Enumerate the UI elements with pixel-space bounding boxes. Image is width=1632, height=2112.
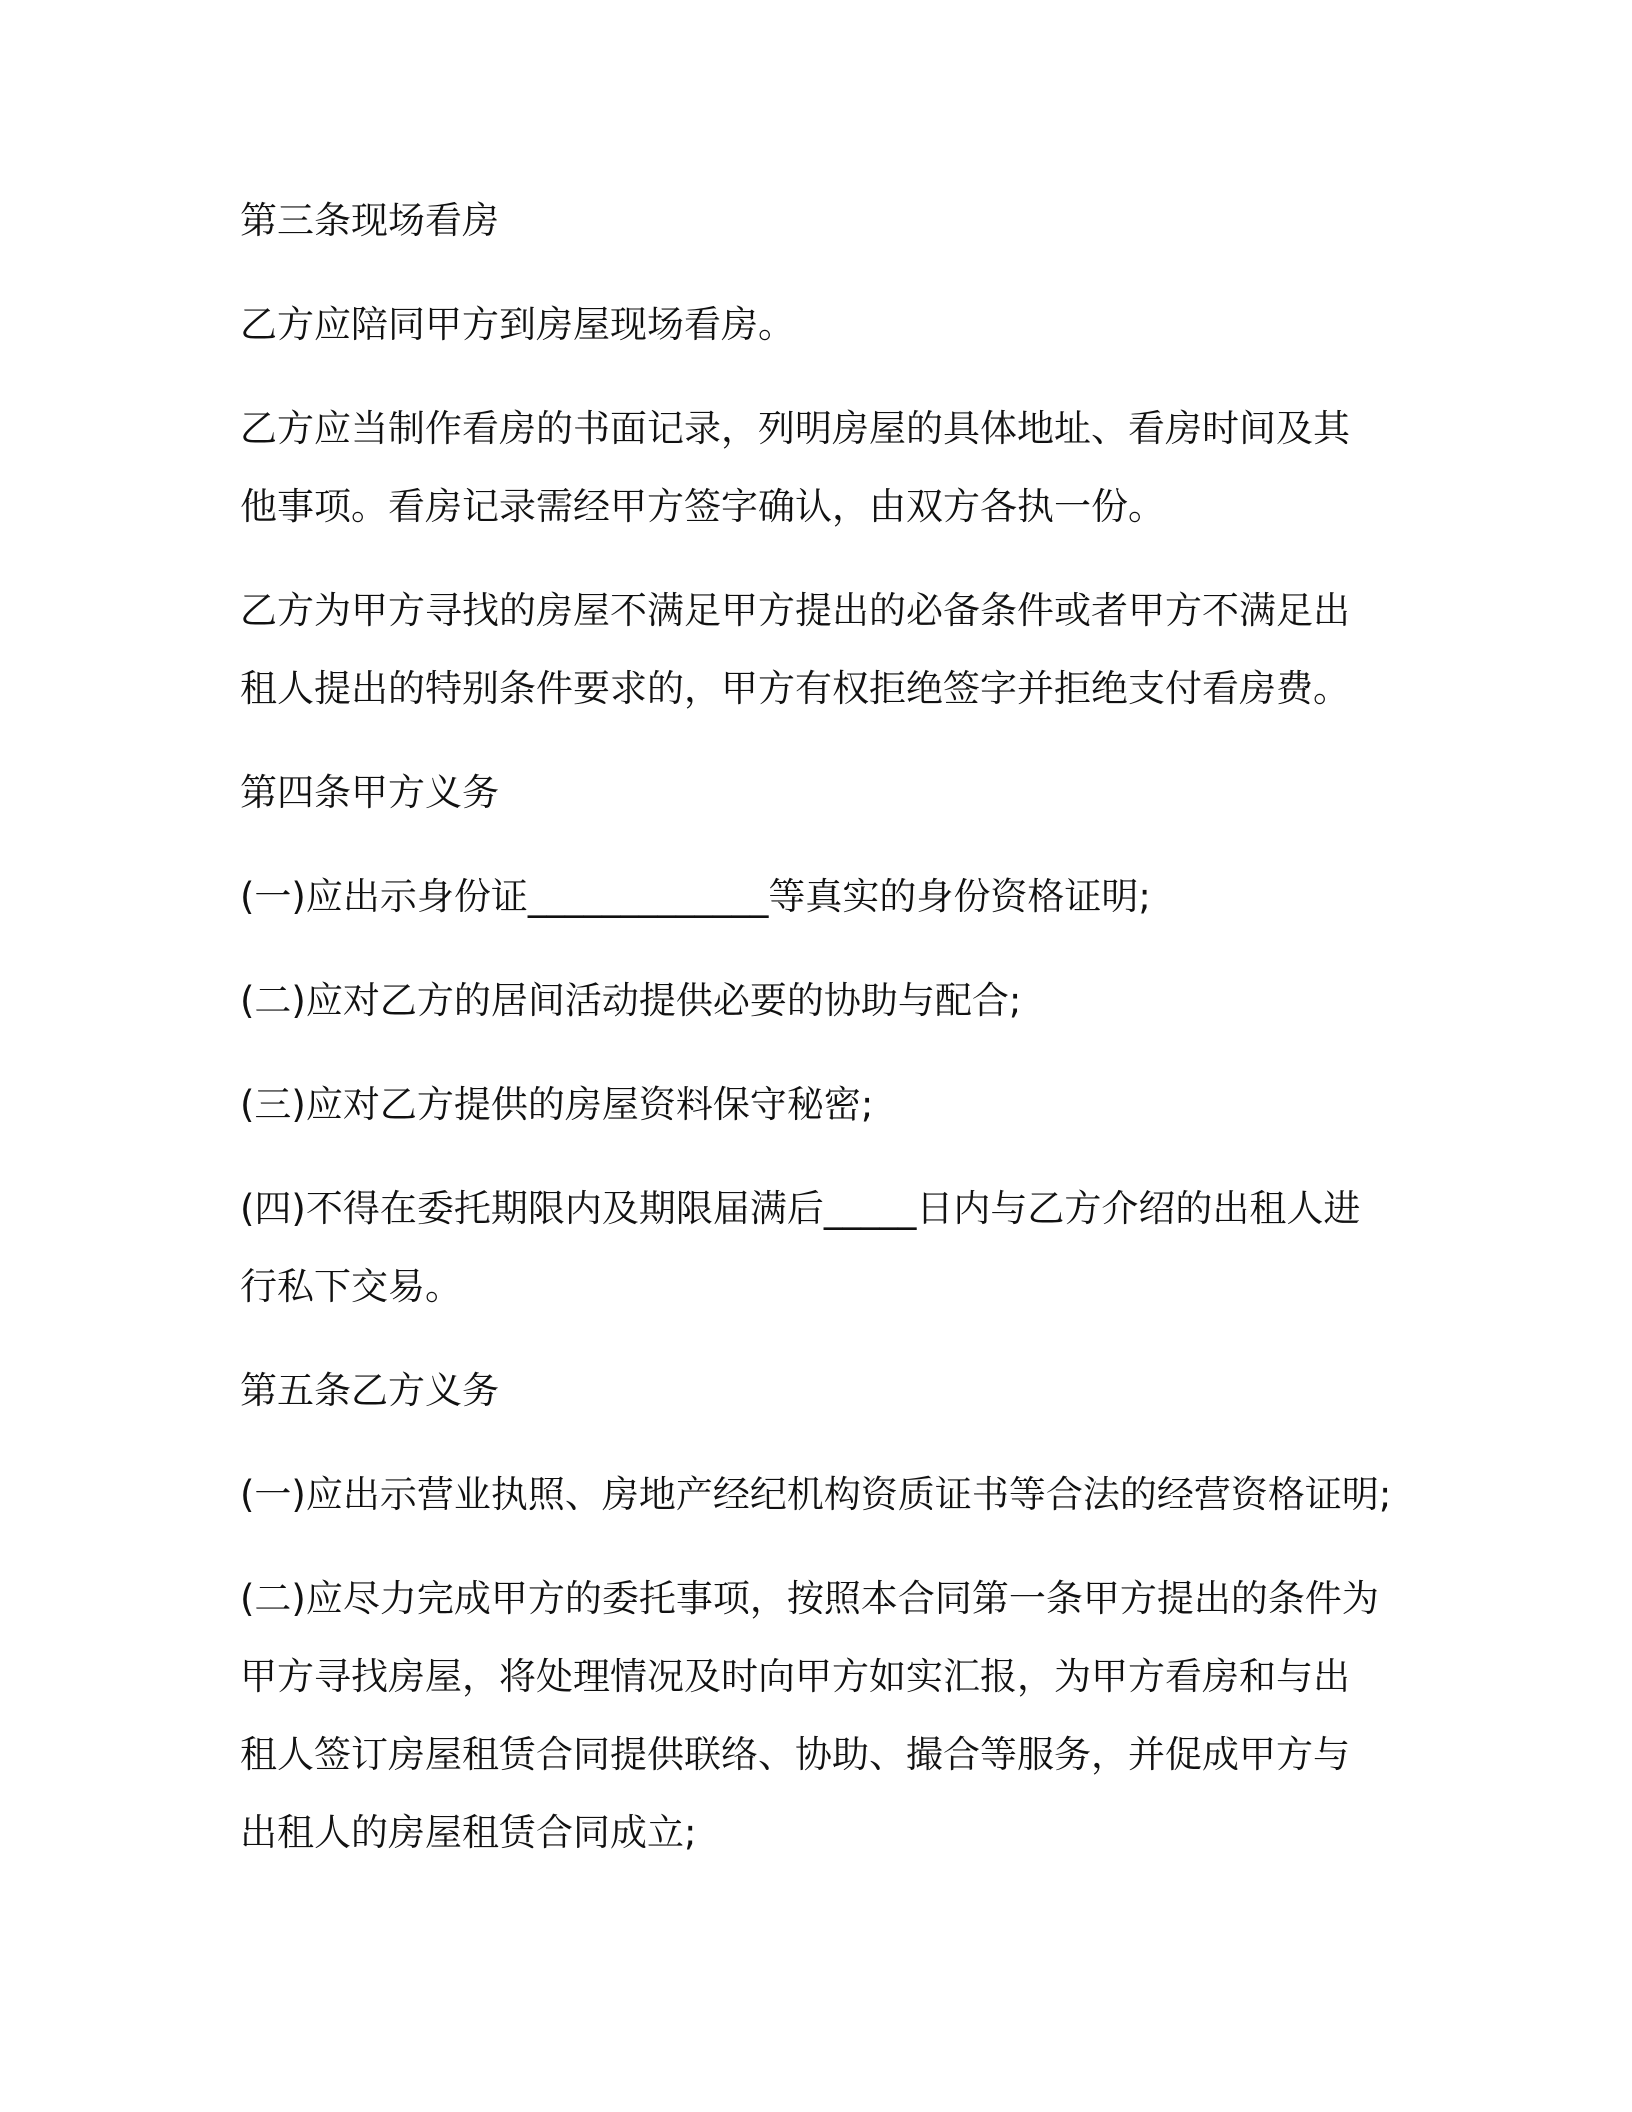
text-line: 租人签订房屋租赁合同提供联络、协助、撮合等服务，并促成甲方与 <box>240 1733 1350 1776</box>
list-item <box>240 1170 1420 1326</box>
text-line: 乙方应陪同甲方到房屋现场看房。 <box>240 303 795 346</box>
text-line: (二)应对乙方的居间活动提供必要的协助与配合; <box>240 979 1022 1022</box>
text-line: (三)应对乙方提供的房屋资料保守秘密; <box>240 1083 874 1126</box>
text-line: 出租人的房屋租赁合同成立; <box>240 1811 697 1854</box>
text-line: 行私下交易。 <box>240 1265 462 1308</box>
paragraph <box>240 390 1420 546</box>
list-item <box>240 962 1420 1040</box>
document-body <box>240 182 1420 1898</box>
text-line: 他事项。看房记录需经甲方签字确认，由双方各执一份。 <box>240 485 1165 528</box>
text-line: 乙方为甲方寻找的房屋不满足甲方提出的必备条件或者甲方不满足出 <box>240 589 1350 632</box>
text-line: (四)不得在委托期限内及期限届满后_____日内与乙方介绍的出租人进 <box>240 1187 1361 1230</box>
section-heading-5 <box>240 1352 1420 1430</box>
section-heading-3 <box>240 182 1420 260</box>
list-item <box>240 1560 1420 1872</box>
text-line: 乙方应当制作看房的书面记录，列明房屋的具体地址、看房时间及其 <box>240 407 1350 450</box>
text-line: (一)应出示营业执照、房地产经纪机构资质证书等合法的经营资格证明; <box>240 1473 1392 1516</box>
text-line: 第五条乙方义务 <box>240 1369 499 1412</box>
text-line: (二)应尽力完成甲方的委托事项，按照本合同第一条甲方提出的条件为 <box>240 1577 1379 1620</box>
section-heading-4 <box>240 754 1420 832</box>
list-item <box>240 1456 1420 1534</box>
text-line: 租人提出的特别条件要求的，甲方有权拒绝签字并拒绝支付看房费。 <box>240 667 1350 710</box>
text-line: (一)应出示身份证_____________等真实的身份资格证明; <box>240 875 1151 918</box>
list-item <box>240 858 1420 936</box>
list-item <box>240 1066 1420 1144</box>
text-line: 第三条现场看房 <box>240 199 499 242</box>
text-line: 第四条甲方义务 <box>240 771 499 814</box>
paragraph <box>240 572 1420 728</box>
text-line: 甲方寻找房屋，将处理情况及时向甲方如实汇报，为甲方看房和与出 <box>240 1655 1350 1698</box>
paragraph <box>240 286 1420 364</box>
